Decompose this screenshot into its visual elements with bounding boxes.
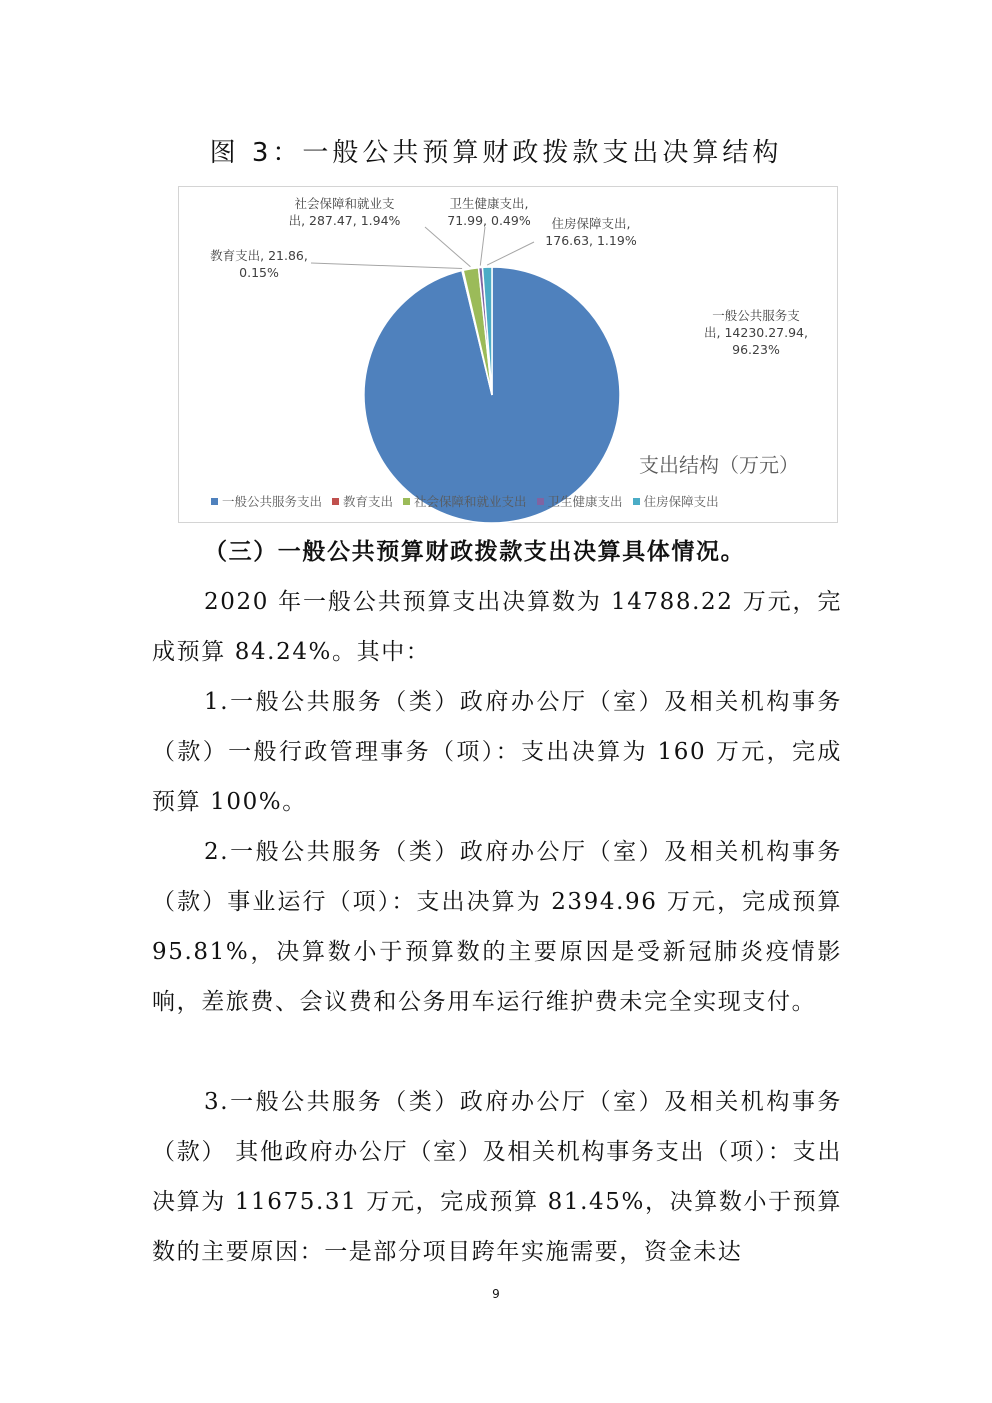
legend-swatch (403, 498, 410, 505)
paragraph-summary: 2020 年一般公共预算支出决算数为 14788.22 万元，完成预算 84.24%。其中： (152, 589, 842, 665)
slice-label-education: 教育支出, 21.86, 0.15% (210, 248, 308, 280)
legend-swatch (211, 498, 218, 505)
paragraph-item-1: 1.一般公共服务（类）政府办公厅（室）及相关机构事务（款）一般行政管理事务（项）：支出决算为 160 万元，完成预算 100%。 (152, 689, 842, 815)
leader-line-health (480, 227, 485, 266)
chart-legend (211, 492, 831, 510)
legend-item (211, 492, 322, 510)
figure-title: 图 3：一般公共预算财政拨款支出决算结构 (209, 138, 783, 168)
pie-chart (178, 186, 838, 523)
leader-line-housing (487, 242, 534, 265)
legend-swatch (332, 498, 339, 505)
slice-label-housing: 住房保障支出, 176.63, 1.19% (545, 216, 637, 248)
legend-label: 住房保障支出 (643, 494, 719, 509)
legend-item (403, 492, 527, 510)
section-heading: （三）一般公共预算财政拨款支出决算具体情况。 (204, 538, 746, 565)
legend-item (332, 492, 393, 510)
chart-title: 支出结构（万元） (639, 453, 799, 477)
slice-label-social-security: 社会保障和就业支 出, 287.47, 1.94% (288, 196, 401, 228)
legend-item (537, 492, 623, 510)
legend-label: 社会保障和就业支出 (414, 494, 527, 509)
leader-line-social-security (425, 227, 470, 267)
legend-item (633, 492, 719, 510)
page-number: 9 (492, 1287, 500, 1301)
legend-label: 卫生健康支出 (547, 494, 623, 509)
leader-line-education (311, 263, 462, 268)
slice-label-health: 卫生健康支出, 71.99, 0.49% (447, 196, 531, 228)
legend-label: 一般公共服务支出 (222, 494, 323, 509)
legend-swatch (633, 498, 640, 505)
legend-swatch (537, 498, 544, 505)
paragraph-item-3: 3.一般公共服务（类）政府办公厅（室）及相关机构事务（款） 其他政府办公厅（室）及相关机构事务支出（项）：支出决算为 11675.31 万元，完成预算 81.45%，决算数小于预算数的主要原因：一是部分项目跨年实施需要，资金未达 (152, 1089, 842, 1265)
slice-label-general-public-services: 一般公共服务支 出, 14230.27.94, 96.23% (704, 308, 808, 357)
paragraph-item-2: 2.一般公共服务（类）政府办公厅（室）及相关机构事务（款）事业运行（项）：支出决算为 2394.96 万元，完成预算 95.81%，决算数小于预算数的主要原因是受新冠肺炎疫情影响，差旅费、会议费和公务用车运行维护费未完全实现支付。 (152, 839, 842, 1015)
legend-label: 教育支出 (343, 494, 394, 509)
